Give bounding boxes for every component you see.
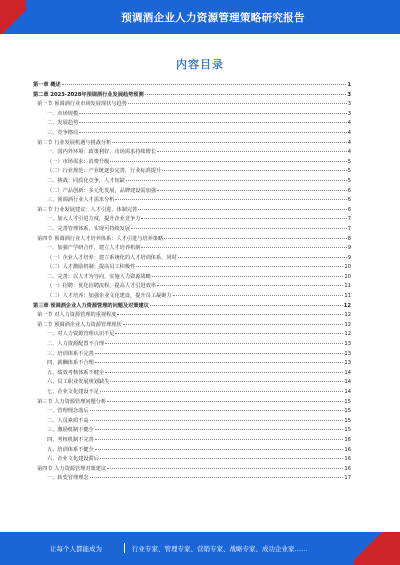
toc-entry-label: 六、员工职业发展规划缺失 <box>47 379 110 386</box>
toc-entry-label: 五、培训体系不健全 <box>47 446 94 453</box>
toc-entry-page: 14 <box>344 369 351 376</box>
toc-entry-page: 12 <box>344 331 351 338</box>
toc-entry-page: 10 <box>344 264 351 271</box>
toc-entry-page: 16 <box>344 436 351 443</box>
toc-entry-label: （一）市场需求：消费升级 <box>47 158 110 165</box>
toc-dot-leader <box>110 160 346 162</box>
toc-entry[interactable] <box>33 206 351 216</box>
toc-dot-leader <box>178 256 347 258</box>
toc-entry-page: 10 <box>344 273 351 280</box>
toc-entry[interactable] <box>33 254 351 264</box>
toc-dot-leader <box>79 112 347 114</box>
toc-entry[interactable] <box>33 158 351 168</box>
header-red-accent <box>0 0 26 34</box>
toc-entry-page: 3 <box>347 101 351 108</box>
toc-entry[interactable] <box>33 474 351 484</box>
toc-dot-leader <box>105 342 343 344</box>
toc-entry-label: （二）人才激励机制：提高员工积极性 <box>47 264 136 271</box>
toc-entry[interactable] <box>33 110 351 120</box>
toc-entry[interactable] <box>33 167 351 177</box>
toc-entry-label: 三、培训体系不完善 <box>47 350 94 357</box>
toc-entry-page: 16 <box>344 465 351 472</box>
toc-entry-page: 4 <box>347 149 351 156</box>
toc-dot-leader <box>117 313 343 315</box>
toc-dot-leader <box>150 304 343 306</box>
toc-dot-leader <box>115 198 346 200</box>
toc-entry-page: 1 <box>347 82 351 88</box>
toc-entry-page: 11 <box>344 283 351 290</box>
toc-entry-label: （二）行业规范：产业链逐步完善，行业标准提升 <box>47 168 162 175</box>
report-title: 预调酒企业人力资源管理策略研究报告 <box>121 12 305 24</box>
toc-entry-page: 3 <box>347 110 351 117</box>
toc-entry-label: 二、人员素质不高 <box>47 417 89 424</box>
toc-entry-label: 一、加大人才引进力度，提升企业竞争力 <box>47 216 141 223</box>
toc-heading: 内容目录 <box>176 58 224 71</box>
toc-dot-leader <box>95 352 344 354</box>
toc-entry-page: 12 <box>344 312 351 319</box>
toc-entry-page: 6 <box>347 206 351 213</box>
toc-entry[interactable] <box>33 244 351 254</box>
toc-entry-page: 15 <box>344 398 351 405</box>
toc-entry-label: 第二章 2023-2028年预调酒行业发展趋势预测 <box>33 91 144 98</box>
toc-dot-leader <box>90 409 344 411</box>
toc-entry-label: 一、市场规模 <box>47 110 79 117</box>
toc-entry-page: 6 <box>347 197 351 204</box>
toc-dot-leader <box>62 83 347 85</box>
toc-entry[interactable] <box>33 263 351 273</box>
toc-entry-label: 二、人力资源配置不合理 <box>47 341 105 348</box>
toc-entry[interactable] <box>33 273 351 283</box>
toc-dot-leader <box>95 438 344 440</box>
toc-entry-label: 二、完善：以人才为导向，实施人力资源战略 <box>47 273 151 280</box>
toc-entry-label: 六、企业文化建设滞后 <box>47 456 99 463</box>
toc-dot-leader <box>95 448 344 450</box>
toc-entry-page: 12 <box>343 302 351 309</box>
toc-dot-leader <box>107 467 343 469</box>
toc-entry-page: 13 <box>344 350 351 357</box>
toc-dot-leader <box>141 246 346 248</box>
toc-entry-label: 三、预调酒行业人才需求分析 <box>47 197 115 204</box>
toc-entry[interactable] <box>33 196 351 206</box>
toc-entry[interactable] <box>33 302 351 312</box>
toc-entry[interactable] <box>33 225 351 235</box>
toc-entry[interactable] <box>33 311 351 321</box>
toc-entry-page: 16 <box>344 456 351 463</box>
table-of-contents <box>33 81 351 484</box>
toc-entry[interactable] <box>33 177 351 187</box>
toc-dot-leader <box>138 208 346 210</box>
toc-entry[interactable] <box>33 388 351 398</box>
toc-dot-leader <box>95 428 344 430</box>
toc-dot-leader <box>79 131 347 133</box>
toc-dot-leader <box>112 141 346 143</box>
toc-dot-leader <box>110 380 343 382</box>
toc-entry-page: 14 <box>344 379 351 386</box>
toc-entry-page: 3 <box>347 91 351 98</box>
toc-entry-page: 13 <box>344 360 351 367</box>
toc-dot-leader <box>79 121 347 123</box>
toc-entry-label: 第四节 预调酒行业人才培养体系：人才引进与培养策略 <box>37 235 164 242</box>
toc-dot-leader <box>123 323 344 325</box>
toc-entry-label: 四、考核机制不完善 <box>47 436 94 443</box>
toc-entry-label: 二、挑战：同质化竞争，人才短缺 <box>47 177 125 184</box>
toc-entry-page: 17 <box>344 475 351 482</box>
toc-entry-page: 4 <box>347 120 351 127</box>
toc-entry[interactable] <box>33 446 351 456</box>
toc-dot-leader <box>157 150 347 152</box>
toc-entry-label: 第四节 人力资源管理对策建议 <box>37 465 107 472</box>
toc-entry-page: 5 <box>347 168 351 175</box>
toc-entry[interactable] <box>33 369 351 379</box>
toc-entry[interactable] <box>33 187 351 197</box>
toc-entry-label: 七、企业文化建设不足 <box>47 389 99 395</box>
toc-entry[interactable] <box>33 455 351 465</box>
toc-entry[interactable] <box>33 235 351 245</box>
toc-entry-label: 三、激励机制不健全 <box>47 427 94 434</box>
toc-entry-page: 12 <box>344 321 351 328</box>
toc-entry-page: 5 <box>347 158 351 165</box>
toc-entry-label: 五、绩效考核体系不健全 <box>47 369 105 376</box>
toc-entry-label: 第三章 预调酒企业人力资源管理的问题及对策建议 <box>33 302 149 309</box>
toc-dot-leader <box>162 169 347 171</box>
toc-entry[interactable] <box>33 340 351 350</box>
toc-entry[interactable] <box>33 148 351 158</box>
toc-entry-page: 8 <box>347 235 351 242</box>
toc-entry-label: 第三节 行业发展建议：人才引进，体制完善 <box>37 206 138 213</box>
toc-entry-label: 第三节 人力资源管理问题分析 <box>37 398 107 405</box>
toc-entry-page: 14 <box>344 389 351 395</box>
toc-dot-leader <box>95 361 344 363</box>
toc-entry-page: 6 <box>347 187 351 194</box>
toc-dot-leader <box>100 457 344 459</box>
toc-dot-leader <box>90 419 344 421</box>
toc-entry[interactable] <box>33 417 351 427</box>
toc-entry-page: 13 <box>344 341 351 348</box>
toc-dot-leader <box>107 400 343 402</box>
toc-entry-label: （一）招聘：优化招聘流程，提高人才引进效率 <box>47 283 156 290</box>
toc-entry[interactable] <box>33 436 351 446</box>
toc-entry-label: 三、竞争格局 <box>47 129 79 136</box>
toc-entry-label: 一、管理理念落后 <box>47 408 89 415</box>
toc-entry[interactable] <box>33 129 351 139</box>
toc-entry-page: 7 <box>347 216 351 223</box>
toc-entry-label: （二）产品创新：多元化发展，品牌建设需加强 <box>47 187 156 194</box>
toc-entry[interactable] <box>33 91 351 101</box>
footer-slogan: 让每个人都能成为 <box>50 545 102 553</box>
toc-entry-page: 15 <box>344 408 351 415</box>
toc-entry-page: 16 <box>344 446 351 453</box>
toc-entry-label: 二、完善管理体系，实现可持续发展 <box>47 225 131 232</box>
toc-dot-leader <box>145 93 347 95</box>
toc-dot-leader <box>157 189 347 191</box>
toc-entry-page: 7 <box>347 225 351 232</box>
toc-entry-page: 15 <box>344 417 351 424</box>
toc-entry[interactable] <box>33 81 351 91</box>
toc-entry[interactable] <box>33 465 351 475</box>
toc-entry[interactable] <box>33 398 351 408</box>
toc-entry-label: （二）人才培养：加强企业文化建设，提升员工凝聚力 <box>47 293 172 300</box>
toc-entry-label: 一、国内外环境：政策利好，市场需求持续增长 <box>47 149 156 156</box>
toc-entry-label: （一）企业人才培养：建立系统化的人才培训体系，同时 <box>47 254 177 261</box>
toc-dot-leader <box>126 179 347 181</box>
toc-entry-label: 第二节 预调酒企业人力资源管理现状 <box>37 321 122 328</box>
toc-entry[interactable] <box>33 378 351 388</box>
toc-dot-leader <box>100 390 344 392</box>
toc-entry-label: 第一节 预调酒行业市场发展现状与趋势 <box>37 101 127 108</box>
toc-dot-leader <box>105 371 343 373</box>
toc-entry-label: 第一章 概述 <box>33 82 61 88</box>
toc-entry-label: 一、对人力资源管理认识不足 <box>47 331 115 338</box>
toc-dot-leader <box>164 237 347 239</box>
toc-dot-leader <box>136 265 343 267</box>
toc-entry-page: 5 <box>347 177 351 184</box>
toc-entry-page: 9 <box>347 245 351 252</box>
toc-entry-label: 第二节 行业发展机遇与挑战分析 <box>37 139 112 146</box>
toc-entry-label: 一、转变管理理念 <box>47 475 89 482</box>
toc-entry[interactable] <box>33 321 351 331</box>
toc-entry-label: 第一节 对人力资源管理的重视程度 <box>37 312 117 319</box>
toc-entry-page: 4 <box>347 139 351 146</box>
toc-entry-label: 一、加强产学研合作，建立人才培养机制 <box>47 245 141 252</box>
toc-dot-leader <box>115 332 343 334</box>
toc-entry[interactable] <box>33 215 351 225</box>
toc-entry[interactable] <box>33 359 351 369</box>
toc-dot-leader <box>90 476 344 478</box>
toc-entry-page: 4 <box>347 129 351 136</box>
toc-entry[interactable] <box>33 350 351 360</box>
toc-entry[interactable] <box>33 119 351 129</box>
toc-entry[interactable] <box>33 100 351 110</box>
toc-dot-leader <box>128 102 347 104</box>
toc-entry[interactable] <box>33 139 351 149</box>
toc-entry-label: 二、发展趋势 <box>47 120 79 127</box>
toc-entry[interactable] <box>33 330 351 340</box>
toc-entry-page: 9 <box>347 254 351 261</box>
footer-red-accent <box>354 532 400 565</box>
footer-divider <box>124 543 125 553</box>
toc-entry-label: 四、薪酬体系不合理 <box>47 360 94 367</box>
toc-dot-leader <box>141 217 346 219</box>
toc-entry[interactable] <box>33 426 351 436</box>
toc-dot-leader <box>131 227 347 229</box>
toc-entry[interactable] <box>33 407 351 417</box>
toc-dot-leader <box>152 275 344 277</box>
footer-tagline: 行业专家、管理专家、营销专家、战略专家、成功企业家…… <box>132 545 308 553</box>
toc-entry-page: 15 <box>344 427 351 434</box>
toc-dot-leader <box>157 284 343 286</box>
toc-entry[interactable] <box>33 292 351 302</box>
toc-dot-leader <box>173 294 344 296</box>
toc-entry[interactable] <box>33 282 351 292</box>
toc-entry-page: 11 <box>344 293 351 300</box>
